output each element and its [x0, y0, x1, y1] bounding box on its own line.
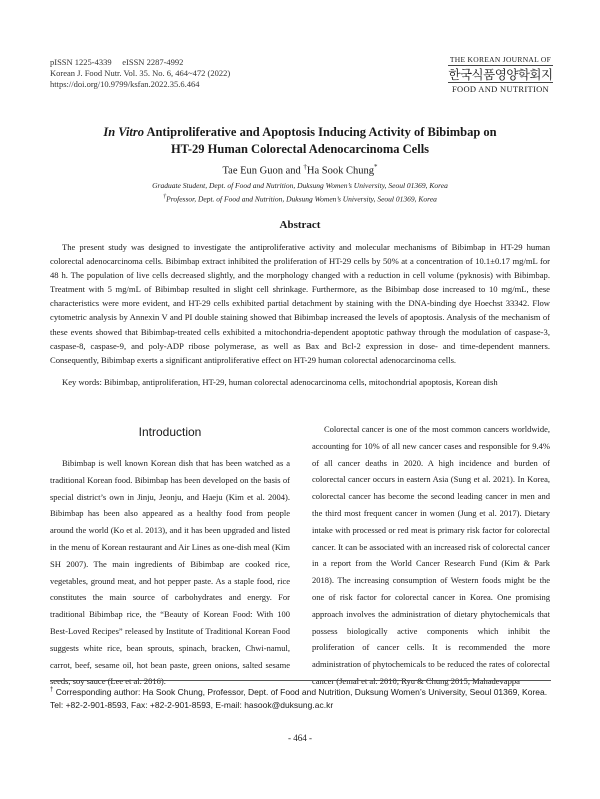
- introduction-column-1: Bibimbap is well known Korean dish that has been watched as a traditional Korean food. Bibimbap has been developed on the basis of special district’s own in Jinju, Jeonju, and Haeju (Kim et al. 2004). Bibimbap has been also appeared as a healthy food from people around the world (Ko et al. 2013), and it has been upgraded and listed in the menu of Korean restaurant and Air Lines as one-dish meal (Kim SH 2007). The main ingredients of Bibimbap are cooked rice, vegetables, ground meat, and hot pepper paste. As a staple food, rice constitutes the main source of carbohydrates and energy. For traditional Bibimbap rice, the “Beauty of Korean Food: With 100 Best-Loved Recipes” released by Institute of Traditional Korean Food suggests white rice, bean sprouts, spinach, bracken, Chwi-namul, carrot, beef, sesame oil, hot bean paste, green onions, salted sesame seeds, soy sauce (Lee et al. 2016).: [50, 458, 290, 687]
- affiliation-2-text: Professor, Dept. of Food and Nutrition, Duksung Women’s University, Seoul 01369, Korea: [166, 194, 437, 204]
- journal-logo: [448, 55, 553, 94]
- corresponding-mark: †: [303, 163, 307, 171]
- keywords: Key words: Bibimbap, antiproliferation, HT-29, human colorectal adenocarcinoma cells, mitochondrial apoptosis, Korean dish: [62, 377, 498, 387]
- affiliation-1: [60, 181, 540, 191]
- title-line-2: HT-29 Human Colorectal Adenocarcinoma Cells: [170, 142, 430, 156]
- corresponding-footnote: [50, 684, 550, 712]
- footnote-divider: [50, 680, 551, 681]
- citation-line: Korean J. Food Nutr. Vol. 35. No. 6, 464~472 (2022): [50, 68, 231, 78]
- title-line-1: Antiproliferative and Apoptosis Inducing Activity of Bibimbap on: [144, 125, 497, 139]
- introduction-column-2: Colorectal cancer is one of the most common cancers worldwide, accounting for 10% of all new cancer cases and responsible for 9.4% of all cancer deaths in 2020. A high incidence and burden of colorectal cancer occurs in eastern Asia (Sung et al. 2021). In Korea, colorectal cancer has become the second leading cancer in men and the third most frequent cancer in women (Jung et al. 2017). Dietary intake with processed or red meat is primary risk factor for colorectal cancer. It can be associated with an increased risk of colorectal cancer in a report from the World Cancer Research Fund (Kim & Park 2018). The increasing consumption of Western foods might be the one of risk factor for colorectal cancer in Korea. One promising approach involves the administration of dietary phytochemicals that possess biologically active components which inhibit the proliferation of cancer cells. It is recommended the more administration of phytochemicals to be reduced the rates of colorectal cancer (Jemal et al. 2010; Ryu & Chung 2015; Mahadevappa: [312, 424, 550, 686]
- abstract-heading: Abstract: [279, 219, 321, 231]
- affiliation-1-text: Graduate Student, Dept. of Food and Nutrition, Duksung Women’s University, Seoul 01369, Korea: [152, 181, 448, 190]
- author-asterisk: *: [374, 163, 378, 171]
- doi-link[interactable]: https://doi.org/10.9799/ksfan.2022.35.6.464: [50, 79, 200, 89]
- author-list: [60, 163, 540, 177]
- journal-logo-korean: 한국식품영양학회지: [448, 67, 553, 82]
- title-italic: In Vitro: [103, 125, 145, 139]
- issn-line: pISSN 1225-4339 eISSN 2287-4992: [50, 57, 184, 67]
- affiliation-2-mark: †: [163, 194, 167, 200]
- abstract-body: The present study was designed to investigate the antiproliferative activity and molecular mechanisms of Bibimbap in HT-29 human colorectal adenocarcinoma cells. Bibimbap extract inhibited the proliferation of HT-29 cells by 50% at a concentration of 10.1±0.17 mg/mL for 48 h. The population of live cells decreased slightly, and the morphology changed with a reduction in cell volume (pyknosis) with Bibimbap. Treatment with 5 mg/mL of Bibimbap resulted in slight cell shrinkage. Furthermore, as the Bibimbap dose increased to 10 mg/mL, these characteristics were more evident, and HT-29 cells exhibited partial detachment by staining with the DNA-binding dye Hoechst 33342. Flow cytometric analysis by Annexin V and PI double staining showed that Bibimbap increased the levels of apoptosis. Analysis of the mechanism of these events showed that Bibimbap-treated cells exhibited a mitochondria-dependent apoptotic pathway through the modulation of caspase-3, caspase-8, caspase-9, and poly-ADP ribose polymerase, as well as Bax and Bcl-2 expression in dose- and time-dependent manners. Consequently, Bibimbap exerts a significant antiproliferative effect on HT-29 human colorectal adenocarcinoma cells.: [50, 242, 550, 365]
- introduction-heading: Introduction: [138, 425, 202, 439]
- journal-logo-bottom: FOOD AND NUTRITION: [448, 82, 553, 94]
- article-metadata: [50, 57, 230, 90]
- page-number: - 464 -: [288, 733, 312, 743]
- author-first: Tae Eun Guon and: [222, 165, 304, 177]
- footnote-text: Corresponding author: Ha Sook Chung, Professor, Dept. of Food and Nutrition, Duksung Women’s University, Seoul 01369, Korea. Tel: +82-2-901-8593, Fax: +82-2-901-8593, E-mail: hasook@duksung.ac.kr: [50, 686, 548, 710]
- journal-logo-top: THE KOREAN JOURNAL OF: [449, 55, 552, 64]
- article-title: [60, 124, 540, 158]
- affiliation-2: [60, 192, 540, 205]
- footnote-mark: †: [50, 687, 54, 693]
- author-corresponding: Ha Sook Chung: [306, 165, 374, 177]
